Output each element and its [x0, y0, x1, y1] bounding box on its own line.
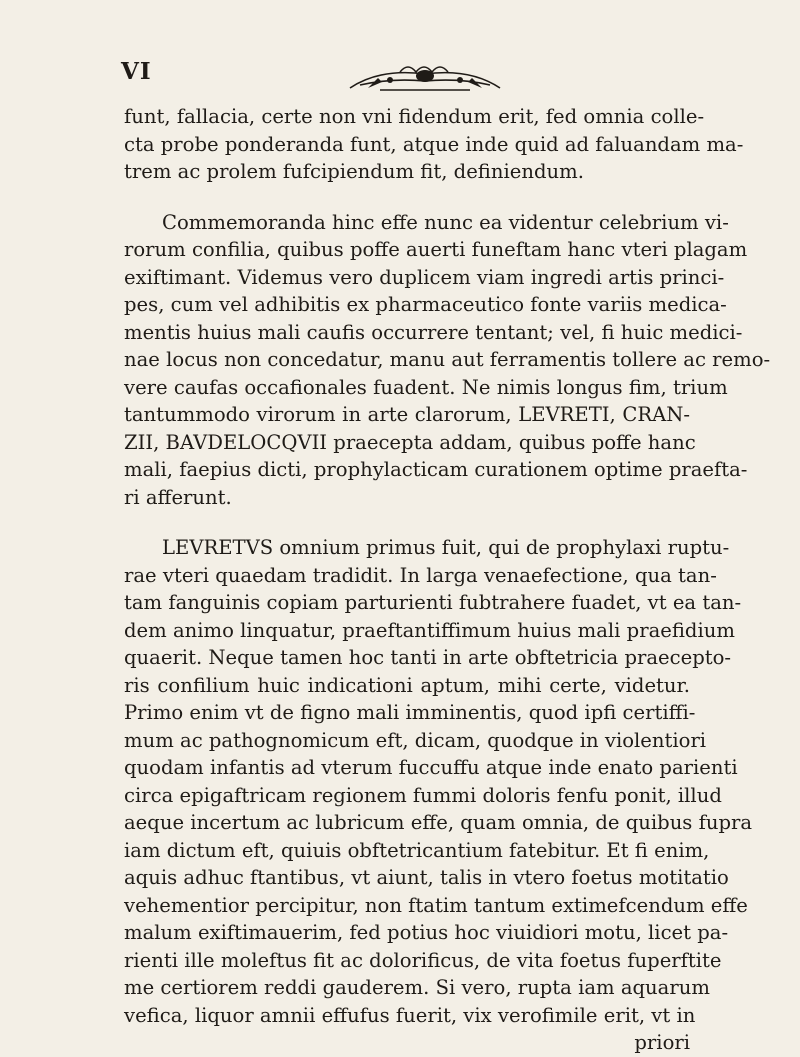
- text-line: mentis huius mali caufis occurrere tentant; vel, fi huic medici-: [124, 320, 743, 344]
- text-line: aquis adhuc ftantibus, vt aiunt, talis in vtero foetus motitatio: [124, 866, 729, 889]
- text-line: funt, fallacia, certe non vni fidendum erit, fed omnia colle-: [124, 105, 705, 128]
- text-line: rorum confilia, quibus poffe auerti funeftam hanc vteri plagam: [124, 238, 748, 261]
- text-line: vere caufas occafionales fuadent. Ne nimis longus fim, trium: [124, 375, 728, 399]
- text-line: mum ac pathognomicum eft, dicam, quodque in violentiori: [124, 728, 707, 752]
- catchword: priori: [634, 1031, 690, 1054]
- paragraph-1: [124, 103, 744, 186]
- text-line: LEVRETVS omnium primus fuit, qui de prophylaxi ruptu-: [162, 536, 730, 559]
- text-line: tam fanguinis copiam parturienti fubtrahere fuadet, vt ea tan-: [124, 591, 742, 614]
- text-line: vehementior percipitur, non ftatim tantum extimefcendum effe: [124, 893, 748, 917]
- text-line: mali, faepius dicti, prophylacticam curationem optime praefta-: [124, 458, 748, 481]
- text-line: quaerit. Neque tamen hoc tanti in arte obftetricia praecepto-: [124, 646, 732, 669]
- text-line: vefica, liquor amnii effufus fuerit, vix verofimile erit, vt in: [124, 1003, 696, 1027]
- text-line: tantummodo virorum in arte clarorum, LEVRETI, CRAN-: [124, 403, 690, 426]
- text-line: me certiorem reddi gauderem. Si vero, rupta iam aquarum: [124, 976, 710, 999]
- text-line: trem ac prolem fufcipiendum fit, definiendum.: [124, 160, 584, 183]
- text-line: quodam infantis ad vterum fuccuffu atque inde enato parienti: [124, 756, 738, 779]
- page-number: VI: [121, 58, 152, 85]
- text-line: cta probe ponderanda funt, atque inde quid ad faluandam ma-: [124, 132, 744, 156]
- text-line: aeque incertum ac lubricum effe, quam omnia, de quibus fupra: [124, 811, 753, 834]
- paragraph-2: [124, 209, 771, 512]
- text-line: nae locus non concedatur, manu aut ferramentis tollere ac remo-: [124, 348, 771, 371]
- body-text: [124, 103, 771, 1057]
- headpiece-ornament-icon: [340, 58, 510, 94]
- text-line: dem animo linquatur, praeftantiffimum huius mali praefidium: [124, 618, 735, 642]
- text-line: rae vteri quaedam tradidit. In larga venaefectione, qua tan-: [124, 563, 717, 587]
- text-line: Commemoranda hinc effe nunc ea videntur celebrium vi-: [162, 210, 729, 234]
- text-line: malum exiftimauerim, fed potius hoc viuidiori motu, licet pa-: [124, 921, 729, 944]
- text-line: ris confilium huic indicationi aptum, mihi certe, videtur.: [124, 673, 690, 697]
- text-line: exiftimant. Videmus vero duplicem viam ingredi artis princi-: [124, 265, 725, 289]
- text-line: pes, cum vel adhibitis ex pharmaceutico fonte variis medica-: [124, 293, 727, 316]
- text-line: iam dictum eft, quiuis obftetricantium fatebitur. Et fi enim,: [124, 838, 710, 862]
- paragraph-3: [124, 534, 753, 1029]
- text-line: ri afferunt.: [124, 485, 232, 509]
- text-line: ZII, BAVDELOCQVII praecepta addam, quibus poffe hanc: [124, 430, 696, 454]
- text-line: rienti ille moleftus fit ac dolorificus, de vita foetus fuperftite: [124, 948, 722, 972]
- text-line: circa epigaftricam regionem fummi doloris fenfu ponit, illud: [124, 783, 722, 807]
- text-line: Primo enim vt de figno mali imminentis, quod ipfi certiffi-: [124, 701, 696, 724]
